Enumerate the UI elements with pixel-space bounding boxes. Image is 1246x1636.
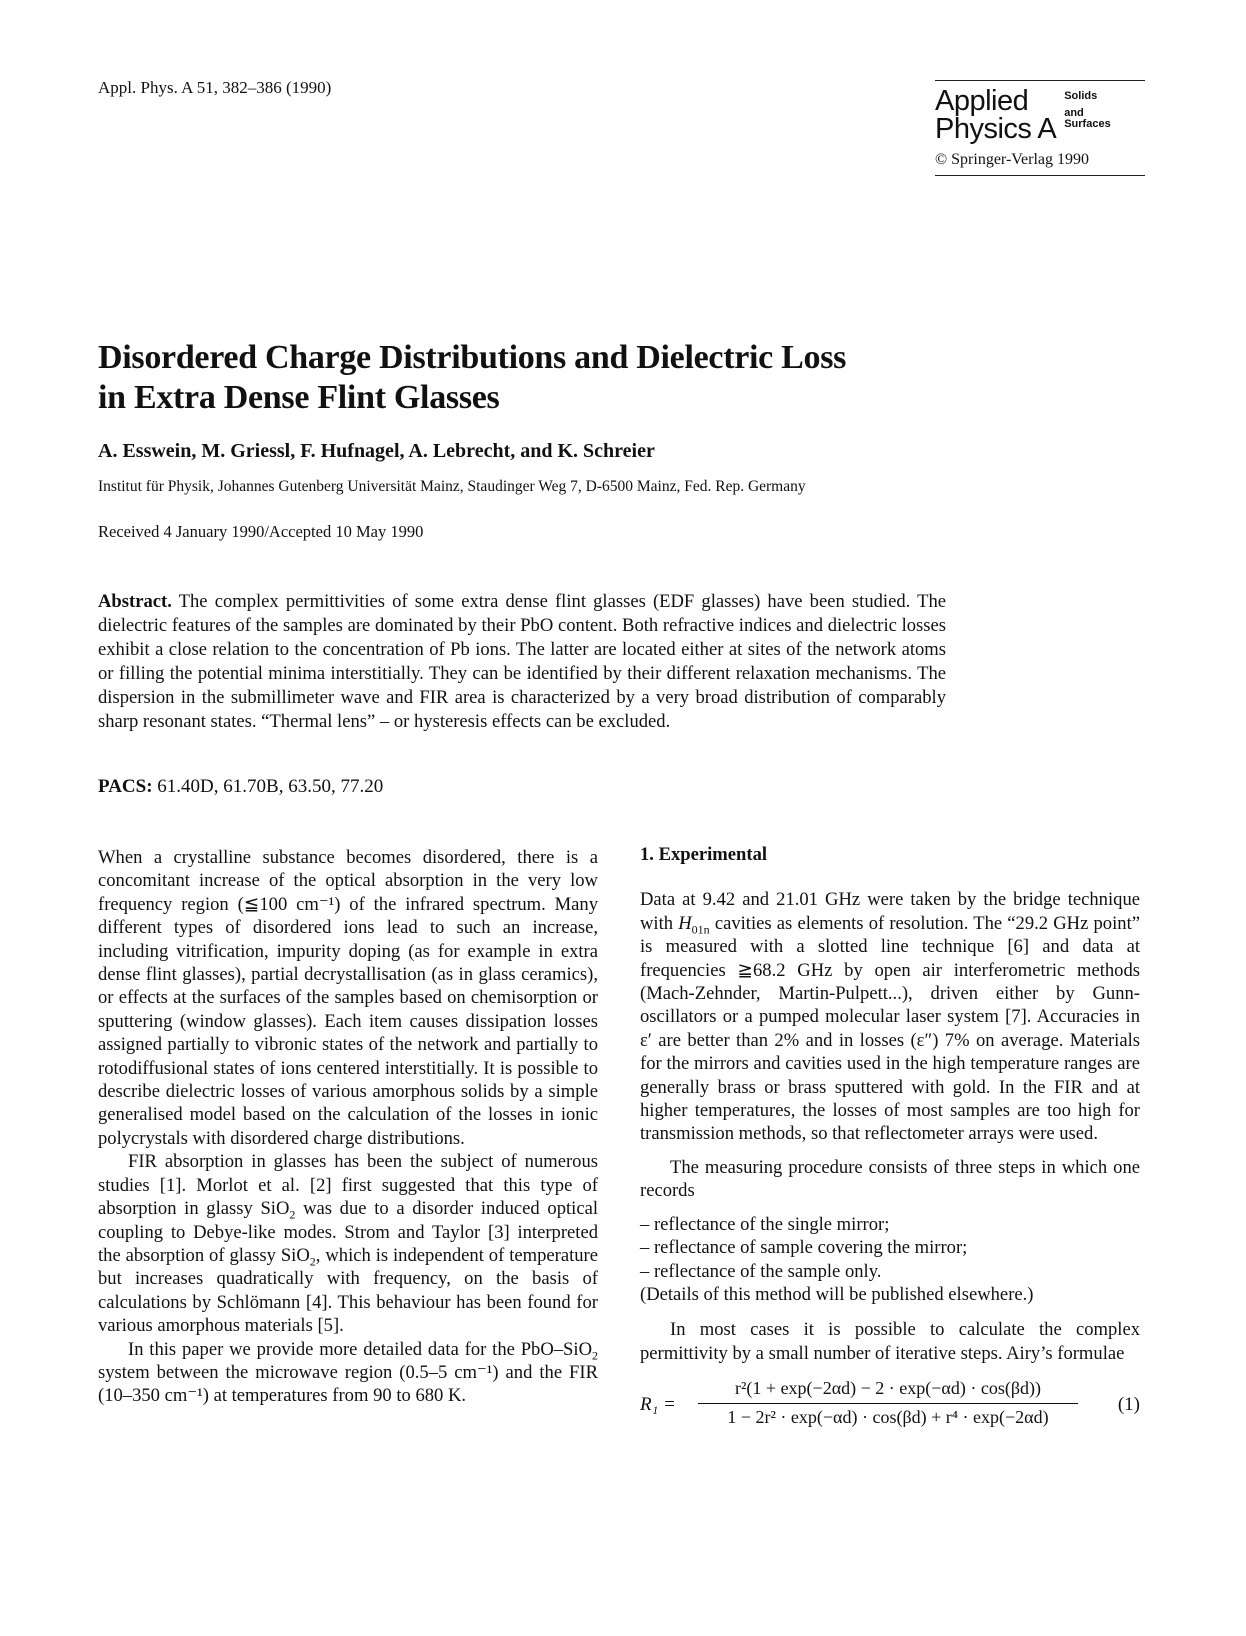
subscript-2: 2: [309, 1254, 316, 1269]
abstract-label: Abstract.: [98, 591, 172, 612]
brand-sub-2: and: [1064, 107, 1084, 119]
journal-masthead: [935, 80, 1145, 176]
brand-sub-1: Solids: [1064, 90, 1098, 102]
received-dates: Received 4 January 1990/Accepted 10 May 1990: [98, 522, 424, 541]
intro-paragraph-2: [98, 1150, 598, 1337]
affiliation: Institut für Physik, Johannes Gutenberg Universität Mainz, Staudinger Weg 7, D-6500 Mainz, Fed. Rep. Germany: [98, 478, 806, 495]
pacs-codes: [98, 776, 383, 798]
equation-fraction: [698, 1377, 1078, 1429]
right-column: [640, 843, 1140, 1439]
equation-denominator: 1 − 2r² · exp(−αd) · cos(βd) + r⁴ · exp(−2αd): [727, 1406, 1049, 1427]
brand-line-2: Physics A: [935, 113, 1057, 145]
abstract: [98, 590, 946, 734]
title-line-1: Disordered Charge Distributions and Dielectric Loss: [98, 339, 847, 376]
experimental-paragraph-2: The measuring procedure consists of three steps in which one records: [640, 1156, 1140, 1202]
h-symbol: H: [678, 912, 692, 934]
equation-lhs: R₁ =: [640, 1394, 676, 1416]
pacs-label: PACS:: [98, 776, 153, 797]
exp-p1-part-b: cavities as elements of resolution. The “29.2 GHz point” is measured with a slotted line technique [6] and data at frequencies ≧68.2 GHz by open air interferometric methods (Mach-Zehnder, Martin-Pulpett...), driven either by Gunn-oscillators or a pumped molecular laser system [7]. Accuracies in ε′ are better than 2% and in losses (ε″) 7% on average. Materials for the mirrors and cavities used in the high temperature ranges are generally brass or brass sputtered with gold. In the FIR and at higher temperatures, the losses of most samples are too high for transmission methods, so that reflectometer arrays were used.: [640, 912, 1140, 1145]
step-list: [640, 1213, 1140, 1307]
step-item: – reflectance of the single mirror;: [640, 1213, 890, 1235]
equation-numerator: r²(1 + exp(−2αd) − 2 · exp(−αd) · cos(βd)): [698, 1377, 1078, 1403]
experimental-paragraph-1: [640, 888, 1140, 1145]
equation-number: (1): [1117, 1394, 1140, 1416]
brand-line-1: Applied: [935, 85, 1029, 117]
brand-sub-3: Surfaces: [1064, 118, 1111, 130]
section-heading: 1. Experimental: [640, 844, 768, 865]
intro-p3-part-a: In this paper we provide more detailed data for the PbO–SiO: [128, 1338, 592, 1360]
abstract-text: The complex permittivities of some extra dense flint glasses (EDF glasses) have been studied. The dielectric features of the samples are dominated by their PbO content. Both refractive indices and dielectric losses exhibit a close relation to the concentration of Pb ions. The latter are located either at sites of the network atoms or filling the potential minima interstitially. They can be identified by their different relaxation mechanisms. The dispersion in the submillimeter wave and FIR area is characterized by a very broad distribution of comparably sharp resonant states. “Thermal lens” – or hysteresis effects can be excluded.: [98, 591, 946, 732]
author-list: A. Esswein, M. Griessl, F. Hufnagel, A. Lebrecht, and K. Schreier: [98, 440, 655, 462]
subscript-2: 2: [289, 1207, 296, 1222]
subscript-2: 2: [592, 1348, 598, 1363]
journal-reference: Appl. Phys. A 51, 382–386 (1990): [98, 78, 332, 97]
equation-1: [640, 1377, 1140, 1439]
intro-p3-part-b: system between the microwave region (0.5–5 cm⁻¹) and the FIR (10–350 cm⁻¹) at temperatures from 90 to 680 K.: [98, 1361, 598, 1407]
left-column: [98, 846, 598, 1408]
intro-p2-part-b: was due to a disorder induced optical coupling to Debye-like modes. Strom and Taylor [3] interpreted the absorption of glassy SiO: [98, 1198, 598, 1266]
exp-p1-part-a: Data at 9.42 and 21.01 GHz were taken by the bridge technique with: [640, 889, 1140, 934]
h-subscript: 01n: [691, 922, 710, 937]
copyright-notice: © Springer-Verlag 1990: [935, 151, 1090, 168]
intro-paragraph-3: [98, 1338, 598, 1408]
brand-subtitle: [1064, 87, 1110, 130]
step-item: – reflectance of the sample only.: [640, 1260, 882, 1282]
experimental-paragraph-3: In most cases it is possible to calculate the complex permittivity by a small number of iterative steps. Airy’s formulae: [640, 1319, 1140, 1364]
title-line-2: in Extra Dense Flint Glasses: [98, 379, 500, 416]
details-note: (Details of this method will be published elsewhere.): [640, 1283, 1034, 1305]
intro-paragraph-1: When a crystalline substance becomes disordered, there is a concomitant increase of the optical absorption in the very low frequency region (≦100 cm⁻¹) of the infrared spectrum. Many different types of disordered ions lead to such an increase, including vitrification, impurity doping (as for example in extra dense flint glasses), partial decrystallisation (as in glass ceramics), or effects at the surfaces of the samples based on chemisorption or sputtering (window glasses). Each item causes dissipation losses assigned partially to vibronic states of the network and partially to rotodiffusional states of ions centered interstitially. It is possible to describe dielectric losses of various amorphous solids by a simple generalised model based on the calculation of the losses in ionic polycrystals with disordered charge distributions.: [98, 847, 598, 1149]
intro-p2-part-a: FIR absorption in glasses has been the subject of numerous studies [1]. Morlot et al. [2] first suggested that this type of absorption in glassy SiO: [98, 1151, 598, 1220]
paper-title: [98, 338, 998, 418]
intro-p2-part-c: , which is independent of temperature but increases quadratically with frequency, on the basis of calculations by Schlömann [4]. This behaviour has been found for various amorphous materials [5].: [98, 1244, 598, 1337]
step-item: – reflectance of sample covering the mirror;: [640, 1237, 968, 1259]
brand-logo: [935, 87, 1145, 143]
pacs-text: 61.40D, 61.70B, 63.50, 77.20: [152, 776, 384, 797]
